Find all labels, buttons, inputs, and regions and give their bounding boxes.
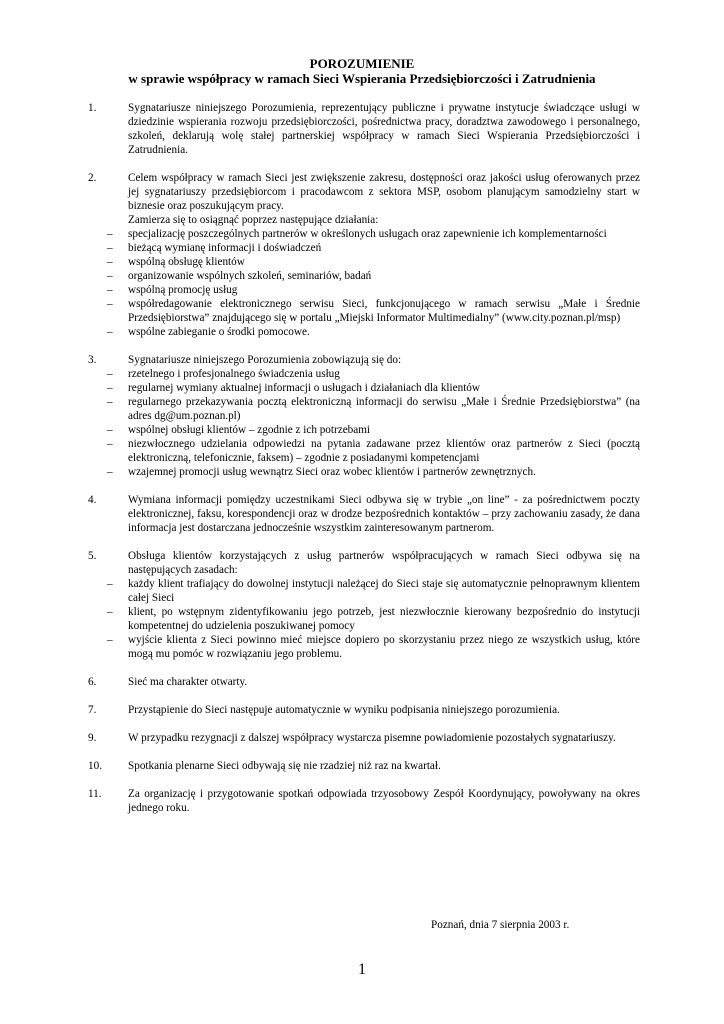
item-spacer — [88, 773, 640, 787]
item-spacer — [88, 157, 640, 171]
item-paragraph: Sygnatariusze niniejszego Porozumienia, reprezentujący publiczne i prywatne instytucje świadczące usługi w dziedzinie wspierania rozwoju przedsiębiorczości, pośrednictwa pracy, doradztwa zawodowego i personalnego, szkoleń, deklarują wolę stałej partnerskiej współpracy w ramach Sieci Wspierania Przedsiębiorczości i Zatrudnienia. — [128, 102, 640, 156]
bullet-item: – wzajemnej promocji usług wewnątrz Sieci oraz wobec klientów i partnerów zewnętrznych. — [128, 465, 640, 479]
item-spacer — [88, 745, 640, 759]
bullet-item: – wspólną promocję usług — [128, 283, 640, 297]
bullet-item: – niezwłocznego udzielania odpowiedzi na pytania zadawane przez klientów oraz partnerów z Sieci (pocztą elektroniczną, telefonicznie, faksem) – zgodnie z posiadanymi kompetencjami — [128, 437, 640, 465]
bullet-item: – regularnego przekazywania pocztą elektroniczną informacji do serwisu „Małe i Średnie Przedsiębiorstwa” (na adres dg@um.poznan.pl) — [128, 395, 640, 423]
item-paragraph: Przystąpienie do Sieci następuje automatycznie w wyniku podpisania niniejszego porozumienia. — [128, 704, 560, 716]
item-number: 4. — [88, 494, 97, 506]
agreement-item — [88, 549, 640, 661]
item-number: 11. — [88, 788, 102, 800]
agreement-item — [88, 731, 640, 745]
item-spacer — [88, 661, 640, 675]
item-paragraph: Celem współpracy w ramach Sieci jest zwiększenie zakresu, dostępności oraz jakości usług oferowanych przez jej sygnatariuszy przedsiębiorcom i pracodawcom z sektora MSP, osobom planującym samodzielny start w biznesie oraz poszukującym pracy. — [128, 172, 640, 212]
bullet-item: – współredagowanie elektronicznego serwisu Sieci, funkcjonującego w ramach serwisu „Małe i Średnie Przedsiębiorstwa” znajdującego się w portalu „Miejski Informator Multimedialny” (www.city.poznan.pl/msp) — [128, 297, 640, 325]
item-spacer — [88, 717, 640, 731]
item-number: 7. — [88, 704, 97, 716]
item-number: 1. — [88, 102, 97, 114]
item-spacer — [88, 339, 640, 353]
item-paragraph: Za organizację i przygotowanie spotkań odpowiada trzyosobowy Zespół Koordynujący, powoływany na okres jednego roku. — [128, 788, 640, 814]
bullet-list — [88, 577, 640, 661]
agreement-items — [88, 101, 640, 815]
document-subtitle: w sprawie współpracy w ramach Sieci Wspierania Przedsiębiorczości i Zatrudnienia — [128, 71, 596, 86]
agreement-item — [88, 703, 640, 717]
agreement-item — [88, 101, 640, 157]
item-paragraph: Spotkania plenarne Sieci odbywają się nie rzadziej niż raz na kwartał. — [128, 760, 441, 772]
item-paragraph: Zamierza się to osiągnąć poprzez następujące działania: — [128, 214, 379, 226]
item-paragraph: Obsługa klientów korzystających z usług partnerów współpracujących w ramach Sieci odbywa się na następujących zasadach: — [128, 550, 640, 576]
bullet-item: – wspólnej obsługi klientów – zgodnie z ich potrzebami — [128, 423, 640, 437]
item-number: 3. — [88, 354, 97, 366]
item-number: 5. — [88, 550, 97, 562]
agreement-item — [88, 787, 640, 815]
agreement-item — [88, 759, 640, 773]
item-paragraph: Sieć ma charakter otwarty. — [128, 676, 248, 688]
document-title: POROZUMIENIE — [309, 56, 415, 71]
item-number: 10. — [88, 760, 102, 772]
bullet-list — [88, 367, 640, 479]
item-number: 9. — [88, 732, 97, 744]
item-number: 2. — [88, 172, 97, 184]
item-paragraph: Sygnatariusze niniejszego Porozumienia zobowiązują się do: — [128, 354, 402, 366]
item-spacer — [88, 535, 640, 549]
bullet-list — [88, 227, 640, 339]
bullet-item: – bieżącą wymianę informacji i doświadczeń — [128, 241, 640, 255]
bullet-item: – wspólne zabieganie o środki pomocowe. — [128, 325, 640, 339]
agreement-item — [88, 493, 640, 535]
bullet-item: – wspólną obsługę klientów — [128, 255, 640, 269]
item-paragraph: Wymiana informacji pomiędzy uczestnikami Sieci odbywa się w trybie „on line” - za pośrednictwem poczty elektronicznej, faksu, korespondencji oraz w drodze bezpośrednich kontaktów – przy zachowaniu zasady, że dana informacja jest dostarczana jednocześnie wszystkim zainteresowanym partnerom. — [128, 494, 640, 534]
agreement-item — [88, 675, 640, 689]
agreement-item — [88, 171, 640, 339]
item-paragraph: W przypadku rezygnacji z dalszej współpracy wystarcza pisemne powiadomienie pozostałych sygnatariuszy. — [128, 732, 616, 744]
bullet-item: – organizowanie wspólnych szkoleń, seminariów, badań — [128, 269, 640, 283]
item-number: 6. — [88, 676, 97, 688]
bullet-item: – regularnej wymiany aktualnej informacji o usługach i działaniach dla klientów — [128, 381, 640, 395]
bullet-item: – klient, po wstępnym zidentyfikowaniu jego potrzeb, jest niezwłocznie kierowany bezpośrednio do instytucji kompetentnej do udzielenia poszukiwanej pomocy — [128, 605, 640, 633]
item-spacer — [88, 479, 640, 493]
bullet-item: – wyjście klienta z Sieci powinno mieć miejsce dopiero po skorzystaniu przez niego ze wszystkich usług, które mogą mu pomóc w rozwiązaniu jego problemu. — [128, 633, 640, 661]
place-and-date: Poznań, dnia 7 sierpnia 2003 r. — [431, 919, 570, 931]
agreement-item — [88, 353, 640, 479]
bullet-item: – specjalizację poszczególnych partnerów w określonych usługach oraz zapewnienie ich komplementarności — [128, 227, 640, 241]
bullet-item: – każdy klient trafiający do dowolnej instytucji należącej do Sieci staje się automatycznie pełnoprawnym klientem całej Sieci — [128, 577, 640, 605]
bullet-item: – rzetelnego i profesjonalnego świadczenia usług — [128, 367, 640, 381]
item-spacer — [88, 689, 640, 703]
page-number: 1 — [358, 961, 366, 978]
